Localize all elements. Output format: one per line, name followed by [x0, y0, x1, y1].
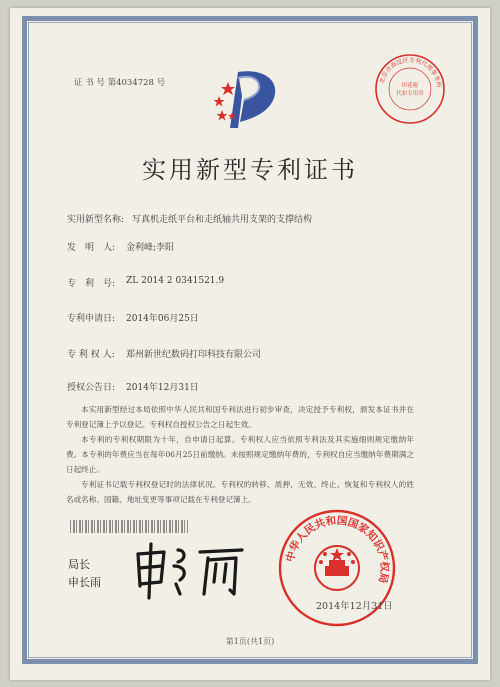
name-value: 写真机走纸平台和走纸轴共用支架的支撑结构 — [132, 215, 313, 225]
sipo-logo — [208, 66, 288, 132]
patent-number-label: 专 利 号: — [67, 279, 116, 289]
stamp-ring-text: 北京市海淀区专利代理事务所 — [378, 56, 443, 89]
tax-stamp — [373, 52, 447, 126]
stamp-line2: 代扣专用章 — [396, 91, 424, 97]
stamp-line1: 印花税 — [401, 83, 419, 89]
director-name: 申长雨 — [68, 576, 101, 589]
name-label: 实用新型名称: — [67, 215, 125, 225]
director-title: 局长 — [68, 558, 90, 571]
paragraph-term: 本专利的专利权期限为十年，自申请日起算。专利权人应当依照专利法及其实施细则规定缴纳年费。本专利的年费应当在每年06月25日前缴纳。未按照规定缴纳年费的，专利权自应当缴纳年费期满之日起终止。 — [66, 435, 414, 474]
inventor-label: 发 明 人: — [67, 243, 116, 253]
inventor-value: 金利峰;李阳 — [126, 243, 175, 253]
certificate-title: 实用新型专利证书 — [142, 156, 358, 184]
seal-date: 2014年12月31日 — [316, 601, 393, 612]
grant-date-label: 授权公告日: — [67, 383, 116, 393]
filing-date-value: 2014年06月25日 — [126, 314, 199, 324]
barcode — [70, 520, 188, 533]
patentee-label: 专 利 权 人: — [67, 350, 115, 360]
page-number: 第1页(共1页) — [225, 637, 275, 646]
paragraph-grant: 本实用新型经过本局依照中华人民共和国专利法进行初步审查，决定授予专利权，颁发本证书并在专利登记簿上予以登记。专利权自授权公告之日起生效。 — [66, 405, 414, 429]
grant-date-value: 2014年12月31日 — [126, 383, 199, 393]
national-emblem-icon — [315, 546, 359, 590]
seal-ring-text: 中华人民共和国国家知识产权局 — [284, 514, 391, 585]
director-signature — [130, 540, 250, 602]
patent-number-value: ZL 2014 2 0341521.9 — [126, 276, 225, 286]
certificate-number: 证 书 号 第4034728 号 — [74, 78, 166, 88]
paragraph-status: 专利证书记载专利权登记时的法律状况。专利权的转移、质押、无效、终止、恢复和专利权人的姓名或名称、国籍、地址变更等事项记载在专利登记簿上。 — [66, 480, 414, 504]
patentee-value: 郑州新世纪数码打印科技有限公司 — [126, 350, 262, 360]
filing-date-label: 专利申请日: — [67, 314, 116, 324]
